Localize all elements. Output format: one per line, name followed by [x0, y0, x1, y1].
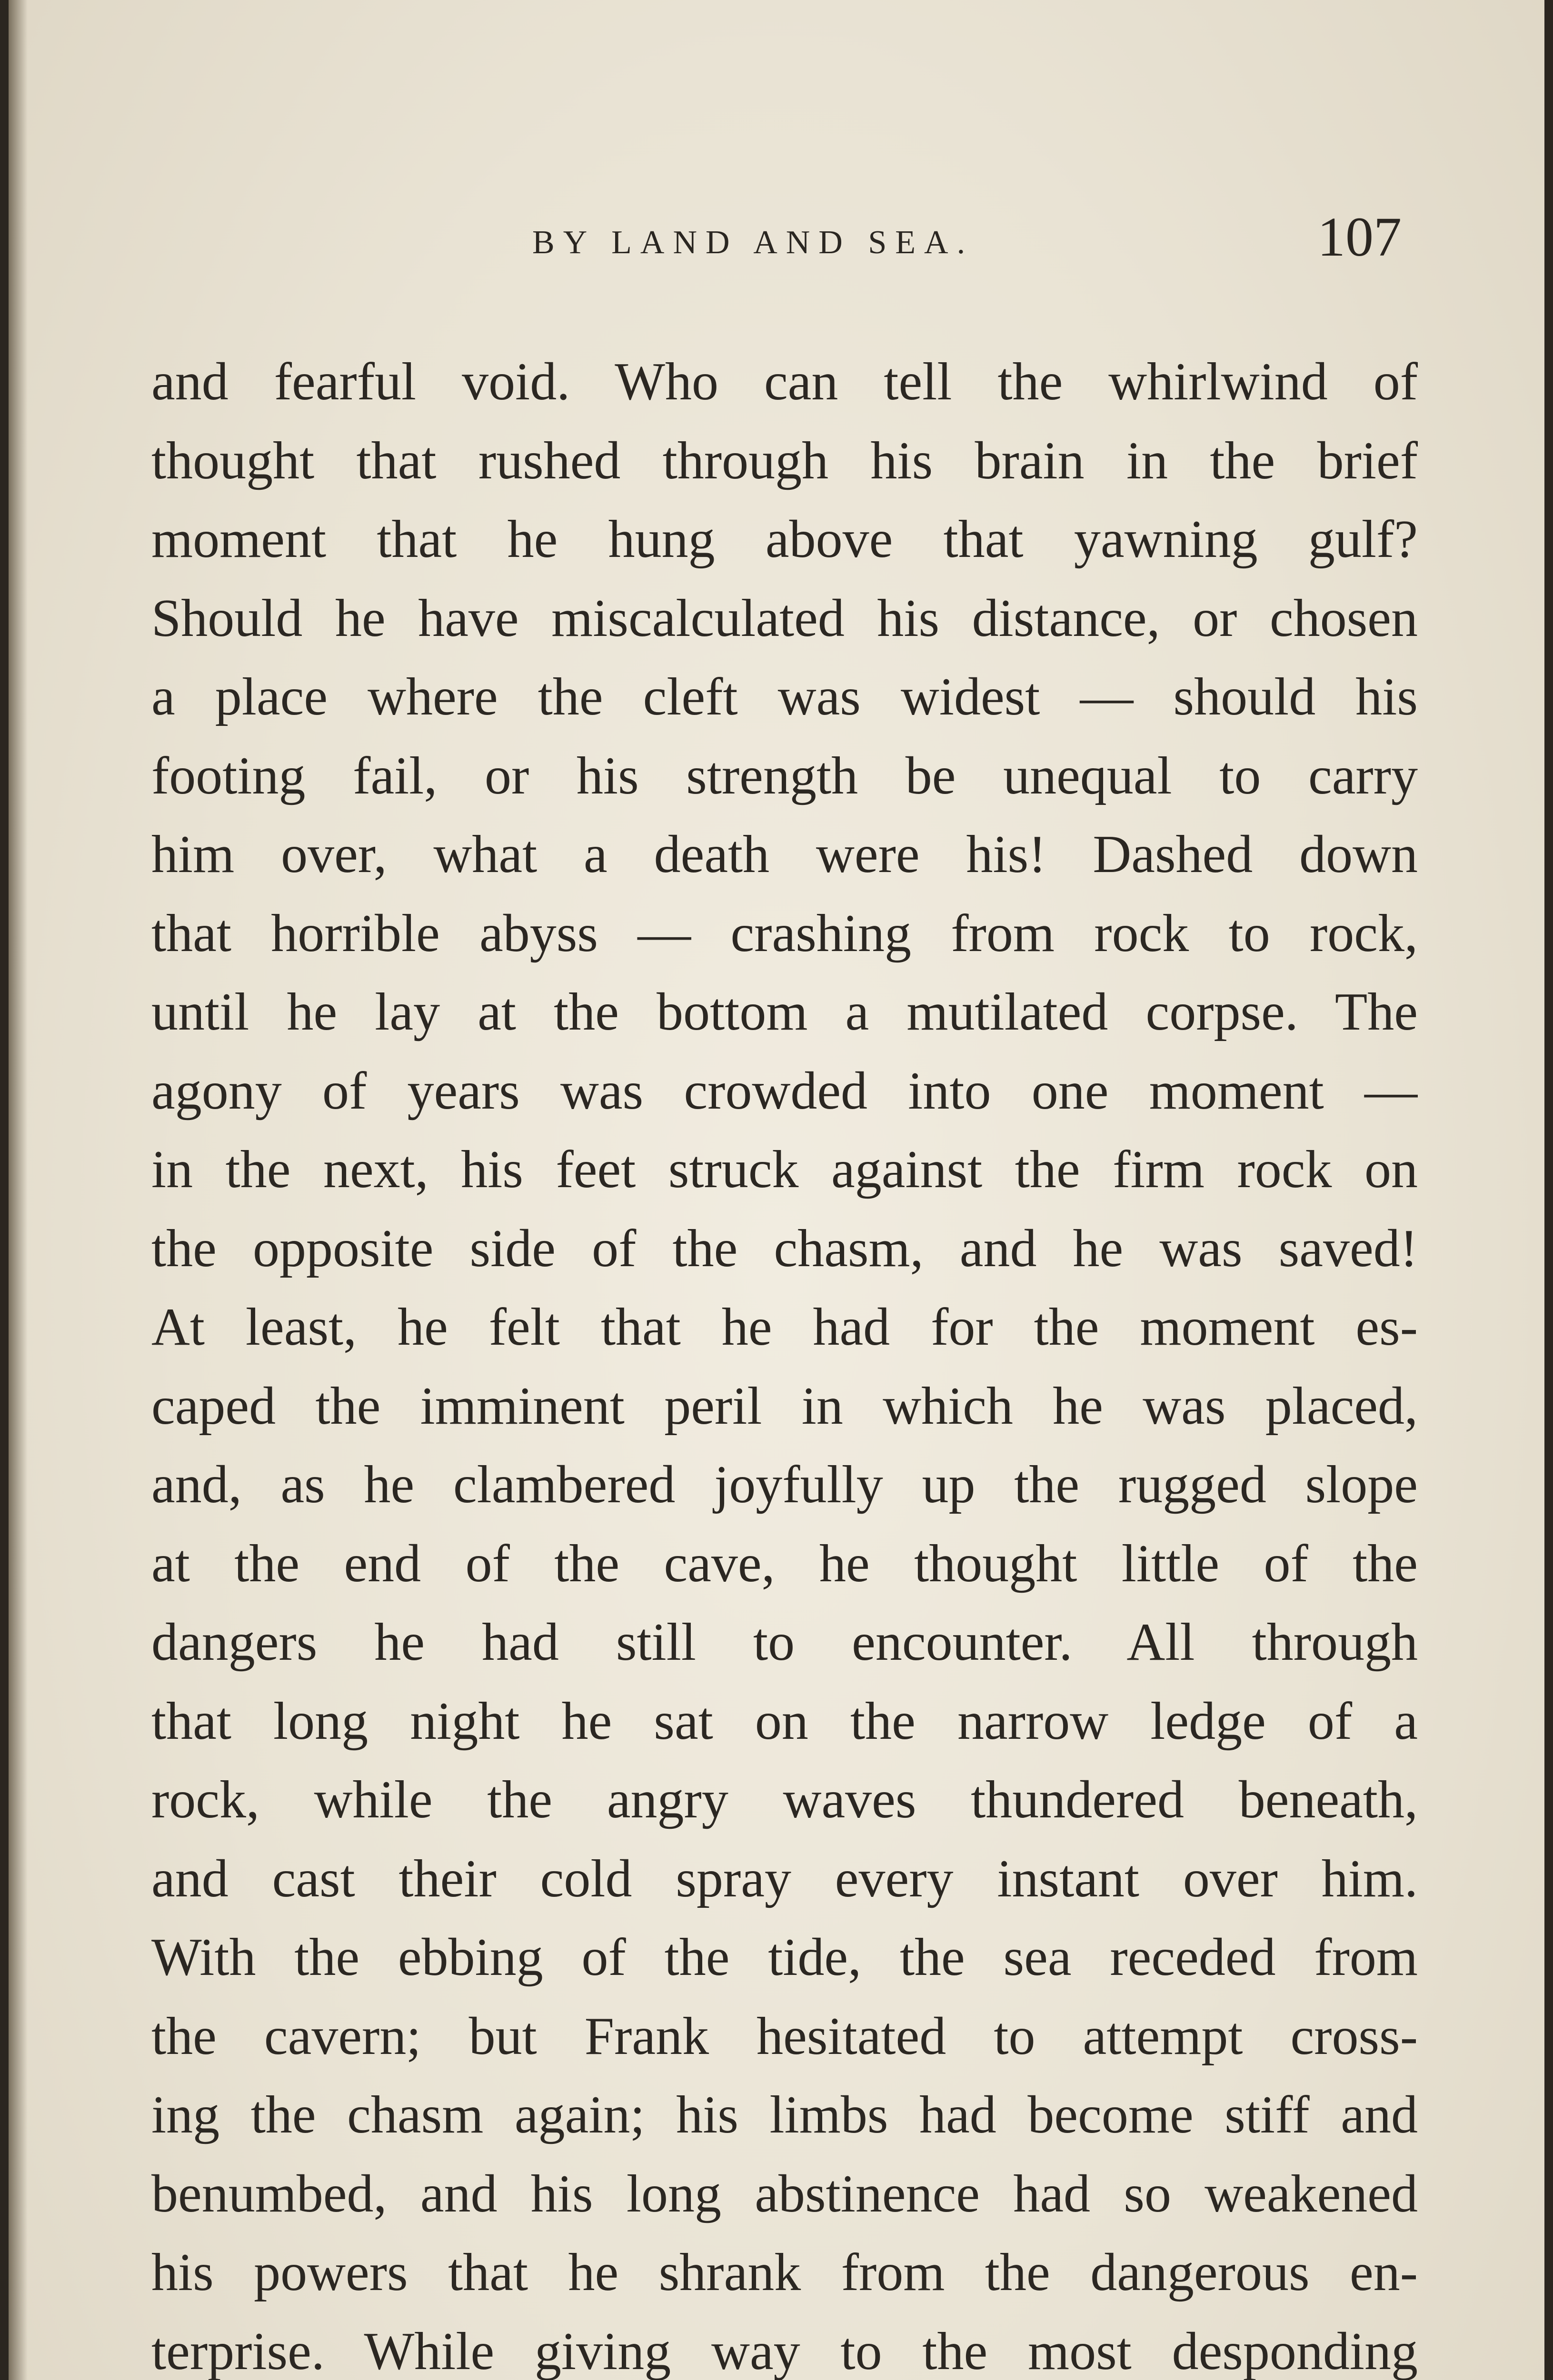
text-line: him over, what a death were his! Dashed down — [151, 825, 1418, 884]
text-line: and fearful void. Who can tell the whirlwind of — [151, 352, 1418, 411]
text-line: With the ebbing of the tide, the sea receded from — [151, 1928, 1418, 1987]
text-line: his powers that he shrank from the dangerous en- — [151, 2243, 1418, 2302]
page-number: 107 — [1317, 206, 1402, 268]
text-line: the opposite side of the chasm, and he was saved! — [151, 1219, 1418, 1278]
text-line: caped the imminent peril in which he was placed, — [151, 1376, 1418, 1436]
text-line: ing the chasm again; his limbs had become stiff and — [151, 2085, 1418, 2144]
text-line: agony of years was crowded into one moment — — [151, 1061, 1418, 1121]
text-line: a place where the cleft was widest — should his — [151, 667, 1418, 726]
text-line: thought that rushed through his brain in the brief — [151, 431, 1418, 490]
text-line: dangers he had still to encounter. All through — [151, 1613, 1418, 1672]
text-line: At least, he felt that he had for the moment es- — [151, 1298, 1418, 1357]
text-line: rock, while the angry waves thundered beneath, — [151, 1770, 1418, 1829]
text-line: terprise. While giving way to the most desponding — [151, 2321, 1418, 2380]
body-text — [151, 343, 1418, 2380]
text-line: that long night he sat on the narrow ledge of a — [151, 1691, 1418, 1751]
text-line: in the next, his feet struck against the firm rock on — [151, 1140, 1418, 1199]
text-line: and, as he clambered joyfully up the rugged slope — [151, 1455, 1418, 1514]
text-line: at the end of the cave, he thought little of the — [151, 1534, 1418, 1593]
text-line: Should he have miscalculated his distance, or chosen — [151, 588, 1418, 648]
text-line: benumbed, and his long abstinence had so weakened — [151, 2164, 1418, 2223]
running-head: BY LAND AND SEA. — [532, 224, 974, 261]
text-line: that horrible abyss — crashing from rock to rock, — [151, 903, 1418, 963]
text-line: footing fail, or his strength be unequal to carry — [151, 746, 1418, 805]
text-line: until he lay at the bottom a mutilated corpse. The — [151, 982, 1418, 1041]
book-page — [9, 0, 1544, 2380]
text-line: the cavern; but Frank hesitated to attempt cross- — [151, 2006, 1418, 2066]
text-line: moment that he hung above that yawning gulf? — [151, 510, 1418, 569]
text-line: and cast their cold spray every instant over him. — [151, 1849, 1418, 1908]
